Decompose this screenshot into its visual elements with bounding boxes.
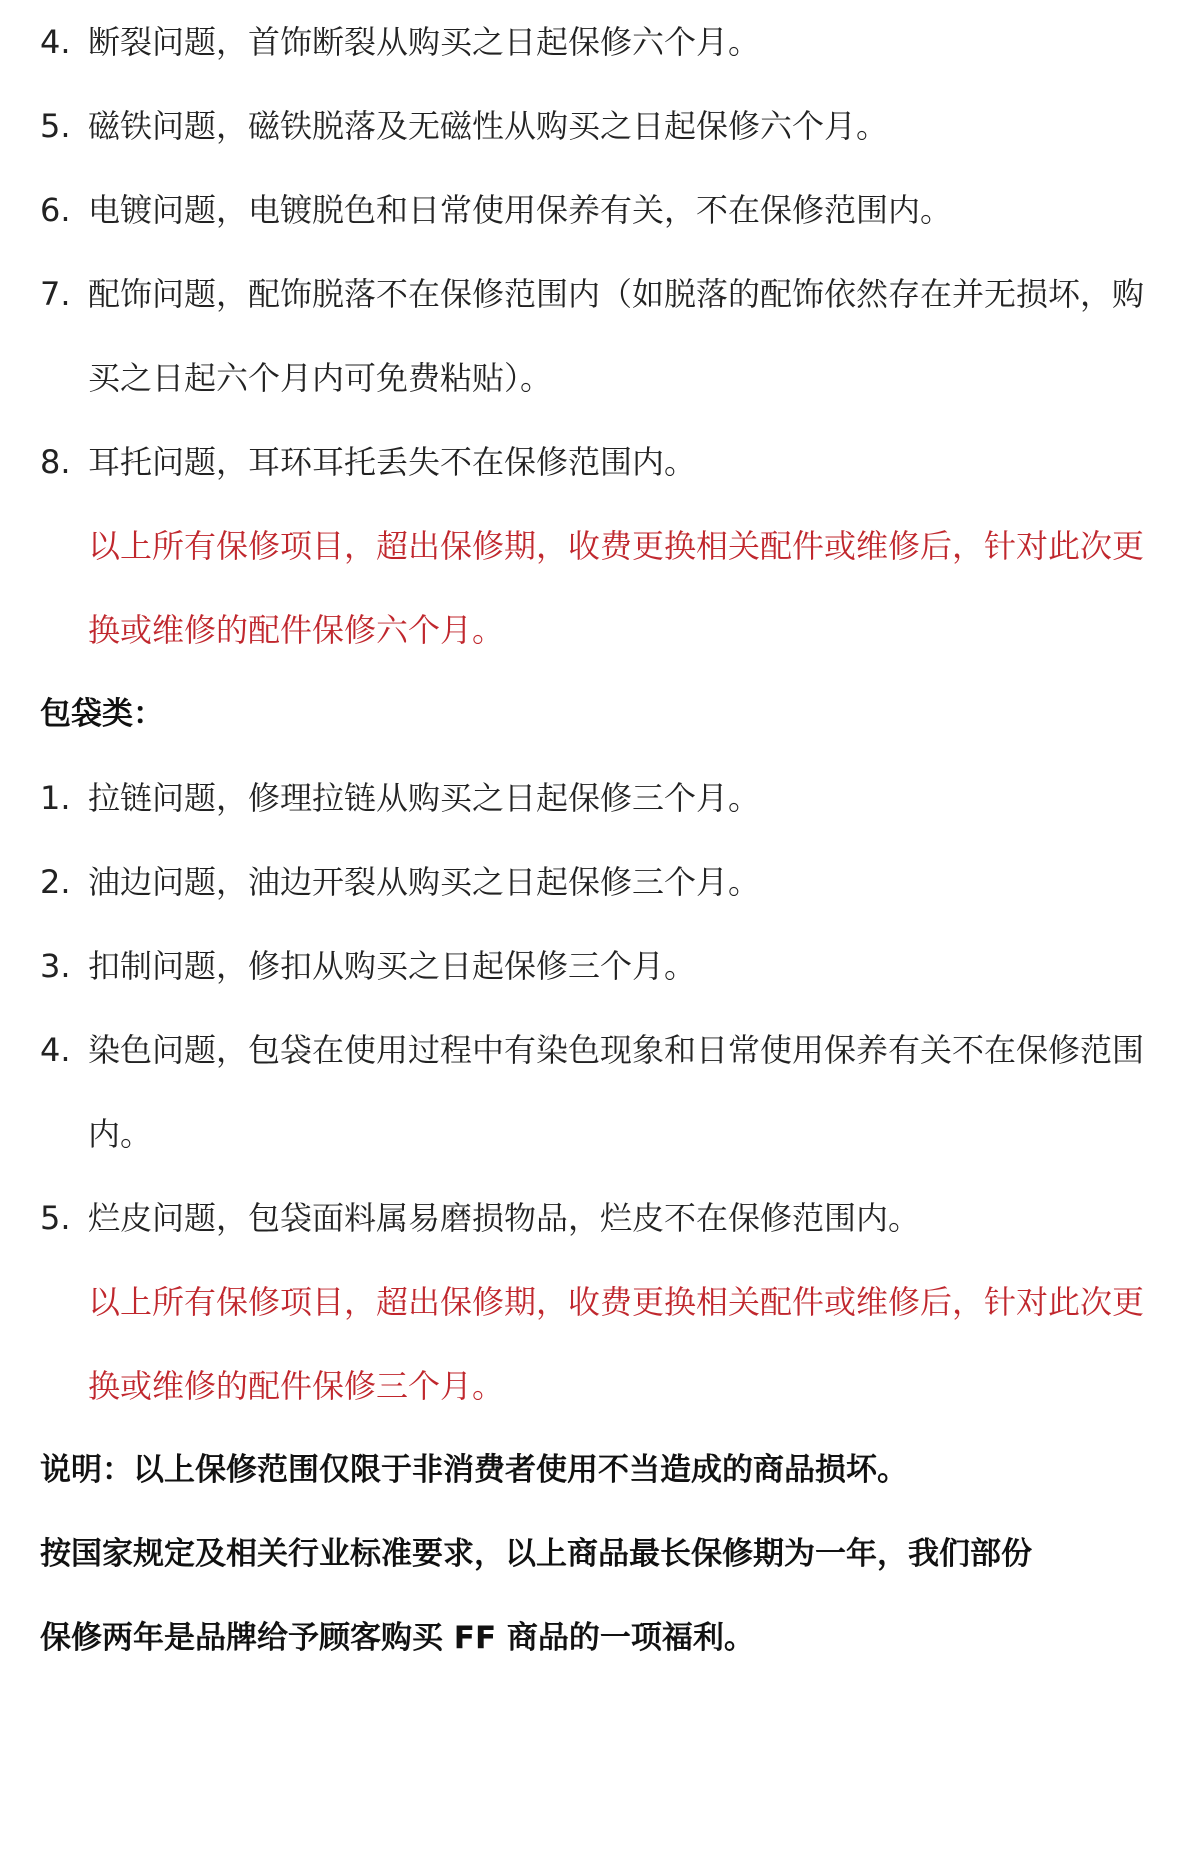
list-item <box>40 840 1160 924</box>
list-item-text: 烂皮问题，包袋面料属易磨损物品，烂皮不在保修范围内。 <box>88 1199 921 1237</box>
list-item-number: 3. <box>40 947 71 985</box>
list-item-text: 拉链问题，修理拉链从购买之日起保修三个月。 <box>88 779 761 817</box>
list-item <box>40 168 1160 252</box>
list-item-number: 8. <box>40 443 71 481</box>
list-item-text: 磁铁问题，磁铁脱落及无磁性从购买之日起保修六个月。 <box>88 107 889 145</box>
list-item-number: 6. <box>40 191 71 229</box>
list-item <box>40 0 1160 84</box>
policy-line-2: 保修两年是品牌给予顾客购买 FF 商品的一项福利。 <box>40 1620 755 1656</box>
list-item-number: 5. <box>40 1199 71 1237</box>
list-item <box>40 252 1160 420</box>
list-item-number: 2. <box>40 863 71 901</box>
list-item-text: 耳托问题，耳环耳托丢失不在保修范围内。 <box>88 443 697 481</box>
list-item-text: 配饰问题，配饰脱落不在保修范围内（如脱落的配饰依然存在并无损坏，购买之日起六个月内可免费粘贴）。 <box>88 275 1145 397</box>
list-item-number: 7. <box>40 275 71 313</box>
list-item <box>40 84 1160 168</box>
bags-warranty-note: 以上所有保修项目，超出保修期，收费更换相关配件或维修后，针对此次更换或维修的配件保修三个月。 <box>88 1283 1145 1405</box>
list-item-number: 4. <box>40 23 71 61</box>
list-item <box>40 924 1160 1008</box>
policy-line-1: 按国家规定及相关行业标准要求，以上商品最长保修期为一年，我们部份 <box>40 1536 1032 1572</box>
list-item-text: 染色问题，包袋在使用过程中有染色现象和日常使用保养有关不在保修范围内。 <box>88 1031 1145 1153</box>
list-item-number: 4. <box>40 1031 71 1069</box>
list-item-text: 油边问题，油边开裂从购买之日起保修三个月。 <box>88 863 761 901</box>
list-item-text: 扣制问题，修扣从购买之日起保修三个月。 <box>88 947 697 985</box>
list-item <box>40 420 1160 504</box>
list-item <box>40 1008 1160 1176</box>
list-item-number: 1. <box>40 779 71 817</box>
list-item-text: 断裂问题，首饰断裂从购买之日起保修六个月。 <box>88 23 761 61</box>
list-item-text: 电镀问题，电镀脱色和日常使用保养有关，不在保修范围内。 <box>88 191 953 229</box>
explanation-text: 说明：以上保修范围仅限于非消费者使用不当造成的商品损坏。 <box>40 1452 908 1488</box>
jewelry-warranty-note: 以上所有保修项目，超出保修期，收费更换相关配件或维修后，针对此次更换或维修的配件保修六个月。 <box>88 527 1145 649</box>
bags-section-heading: 包袋类： <box>40 696 164 732</box>
list-item <box>40 1176 1160 1260</box>
list-item-number: 5. <box>40 107 71 145</box>
list-item <box>40 756 1160 840</box>
